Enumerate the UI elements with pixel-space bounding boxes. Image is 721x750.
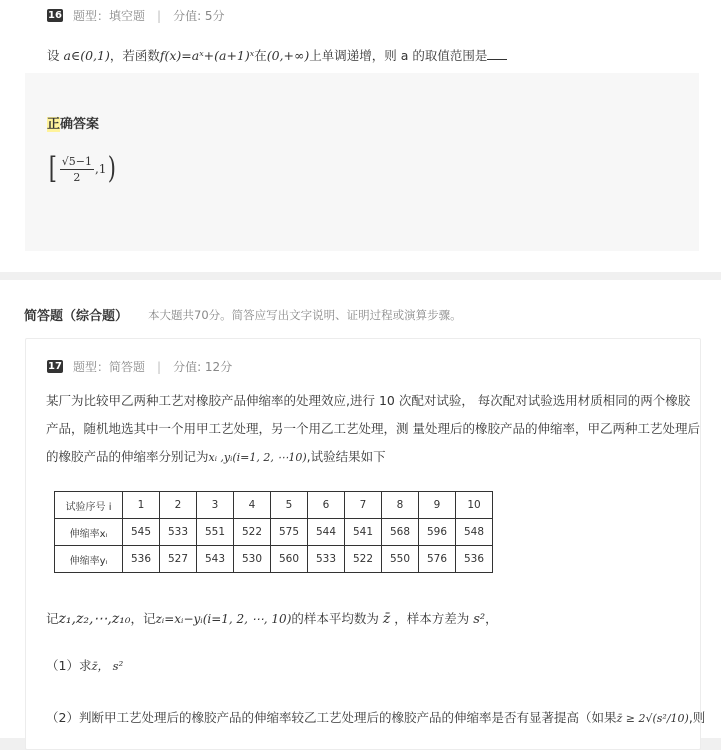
table-row <box>55 546 493 573</box>
part-math: z̄ ≥ 2√(s²/10) <box>616 712 689 725</box>
section-title: 简答题（综合题） <box>24 309 129 324</box>
table-cell: 10 <box>456 492 493 519</box>
stem-text: 上单调递增，则 a 的取值范围是 <box>309 48 488 63</box>
table-cell: 2 <box>160 492 197 519</box>
table-row <box>55 519 493 546</box>
question-type: 题型：简答题 <box>73 360 146 374</box>
table-cell: 550 <box>382 546 419 573</box>
table-cell: 536 <box>456 546 493 573</box>
stem-text: ，样本方差为 <box>394 611 470 626</box>
question-16-stem <box>47 46 507 64</box>
answer-title-highlight: 正 <box>47 117 61 132</box>
question-score: 分值: 12分 <box>173 360 233 374</box>
part-text: （1）求 <box>46 658 92 673</box>
answer-blank <box>487 47 507 60</box>
stem-math-mean: z̄ <box>382 611 391 627</box>
stem-line-3 <box>46 447 386 465</box>
table-cell: 7 <box>345 492 382 519</box>
table-cell: 522 <box>234 519 271 546</box>
table-cell: 551 <box>197 519 234 546</box>
header-divider: | <box>157 8 162 23</box>
answer-title <box>47 113 99 132</box>
stem-text: 的样本平均数为 <box>291 611 379 626</box>
table-cell: 541 <box>345 519 382 546</box>
part-text: ,则 <box>688 710 706 725</box>
stem-math-variance: s² <box>473 612 486 627</box>
table-cell: 5 <box>271 492 308 519</box>
part-math: z̄， s² <box>91 659 124 673</box>
stem-text: 在 <box>254 48 267 63</box>
table-cell: 568 <box>382 519 419 546</box>
answer-value <box>47 151 118 187</box>
section-description: 本大题共70分。简答应写出文字说明、证明过程或演算步骤。 <box>148 308 462 322</box>
table-cell: 560 <box>271 546 308 573</box>
table-cell: 533 <box>160 519 197 546</box>
stem-math-function: f(x)=aˣ+(a+1)ˣ <box>159 48 255 63</box>
fraction-denominator: 2 <box>73 170 81 184</box>
answer-panel <box>25 73 699 251</box>
table-cell: 575 <box>271 519 308 546</box>
question-16-card <box>0 0 721 272</box>
table-cell: 9 <box>419 492 456 519</box>
stem-math-interval: (0,+∞) <box>266 48 310 63</box>
question-17-header <box>47 358 232 375</box>
part-text: （2）判断甲工艺处理后的橡胶产品的伸缩率较乙工艺处理后的橡胶产品的伸缩率是否有显著提高（如果 <box>46 710 617 725</box>
answer-title-rest: 确答案 <box>60 117 100 132</box>
table-header-cell: 伸缩率xᵢ <box>55 519 123 546</box>
fraction-numerator: √5−1 <box>61 154 92 168</box>
stem-line-2: 产品，随机地选其中一个用甲工艺处理，另一个用乙工艺处理，测 量处理后的橡胶产品的伸缩率，甲乙两种工艺处理后 <box>46 421 700 436</box>
left-bracket: [ <box>48 151 57 186</box>
table-cell: 548 <box>456 519 493 546</box>
part-2 <box>46 708 705 726</box>
table-header-cell: 伸缩率yᵢ <box>55 546 123 573</box>
stem-math-variables: xᵢ ,yᵢ(i=1, 2, ⋯10) <box>208 451 307 464</box>
stem-line-1: 某厂为比较甲乙两种工艺对橡胶产品伸缩率的处理效应,进行 10 次配对试验， 每次配对试验选用材质相同的两个橡胶 <box>46 393 691 408</box>
table-cell: 544 <box>308 519 345 546</box>
stem-math-domain: a∈(0,1) <box>63 48 110 63</box>
question-type: 题型：填空题 <box>73 9 146 23</box>
table-row <box>55 492 493 519</box>
table-cell: 3 <box>197 492 234 519</box>
stem-line-4 <box>46 609 498 627</box>
answer-upper: ,1 <box>94 162 107 176</box>
stem-text: 的橡胶产品的伸缩率分别记为 <box>46 449 209 464</box>
experiment-table <box>54 491 493 573</box>
table-cell: 596 <box>419 519 456 546</box>
stem-math-definition: zᵢ=xᵢ−yᵢ(i=1, 2, ⋯, 10) <box>155 612 292 626</box>
table-cell: 545 <box>123 519 160 546</box>
table-cell: 576 <box>419 546 456 573</box>
table-cell: 527 <box>160 546 197 573</box>
short-answer-section <box>0 280 721 738</box>
question-16-header <box>47 7 225 24</box>
header-divider: | <box>157 359 162 374</box>
stem-text: ，若函数 <box>109 48 160 63</box>
table-header-cell: 试验序号 i <box>55 492 123 519</box>
stem-math-sequence: z₁,z₂,⋯,z₁₀ <box>58 611 131 627</box>
table-cell: 1 <box>123 492 160 519</box>
table-cell: 530 <box>234 546 271 573</box>
stem-text: 设 <box>47 48 64 63</box>
stem-text: ，记 <box>130 611 156 626</box>
question-number-badge: 17 <box>48 361 62 372</box>
table-cell: 536 <box>123 546 160 573</box>
stem-text: ， <box>485 611 498 626</box>
question-number-badge: 16 <box>48 10 62 21</box>
table-cell: 8 <box>382 492 419 519</box>
stem-text: ,试验结果如下 <box>306 449 386 464</box>
table-cell: 533 <box>308 546 345 573</box>
right-bracket: ) <box>108 151 117 186</box>
table-cell: 522 <box>345 546 382 573</box>
table-cell: 6 <box>308 492 345 519</box>
table-cell: 4 <box>234 492 271 519</box>
part-1 <box>46 656 123 674</box>
question-score: 分值: 5分 <box>173 9 225 23</box>
table-cell: 543 <box>197 546 234 573</box>
stem-text: 记 <box>46 611 59 626</box>
question-17-card <box>25 338 706 750</box>
answer-fraction <box>60 155 94 184</box>
